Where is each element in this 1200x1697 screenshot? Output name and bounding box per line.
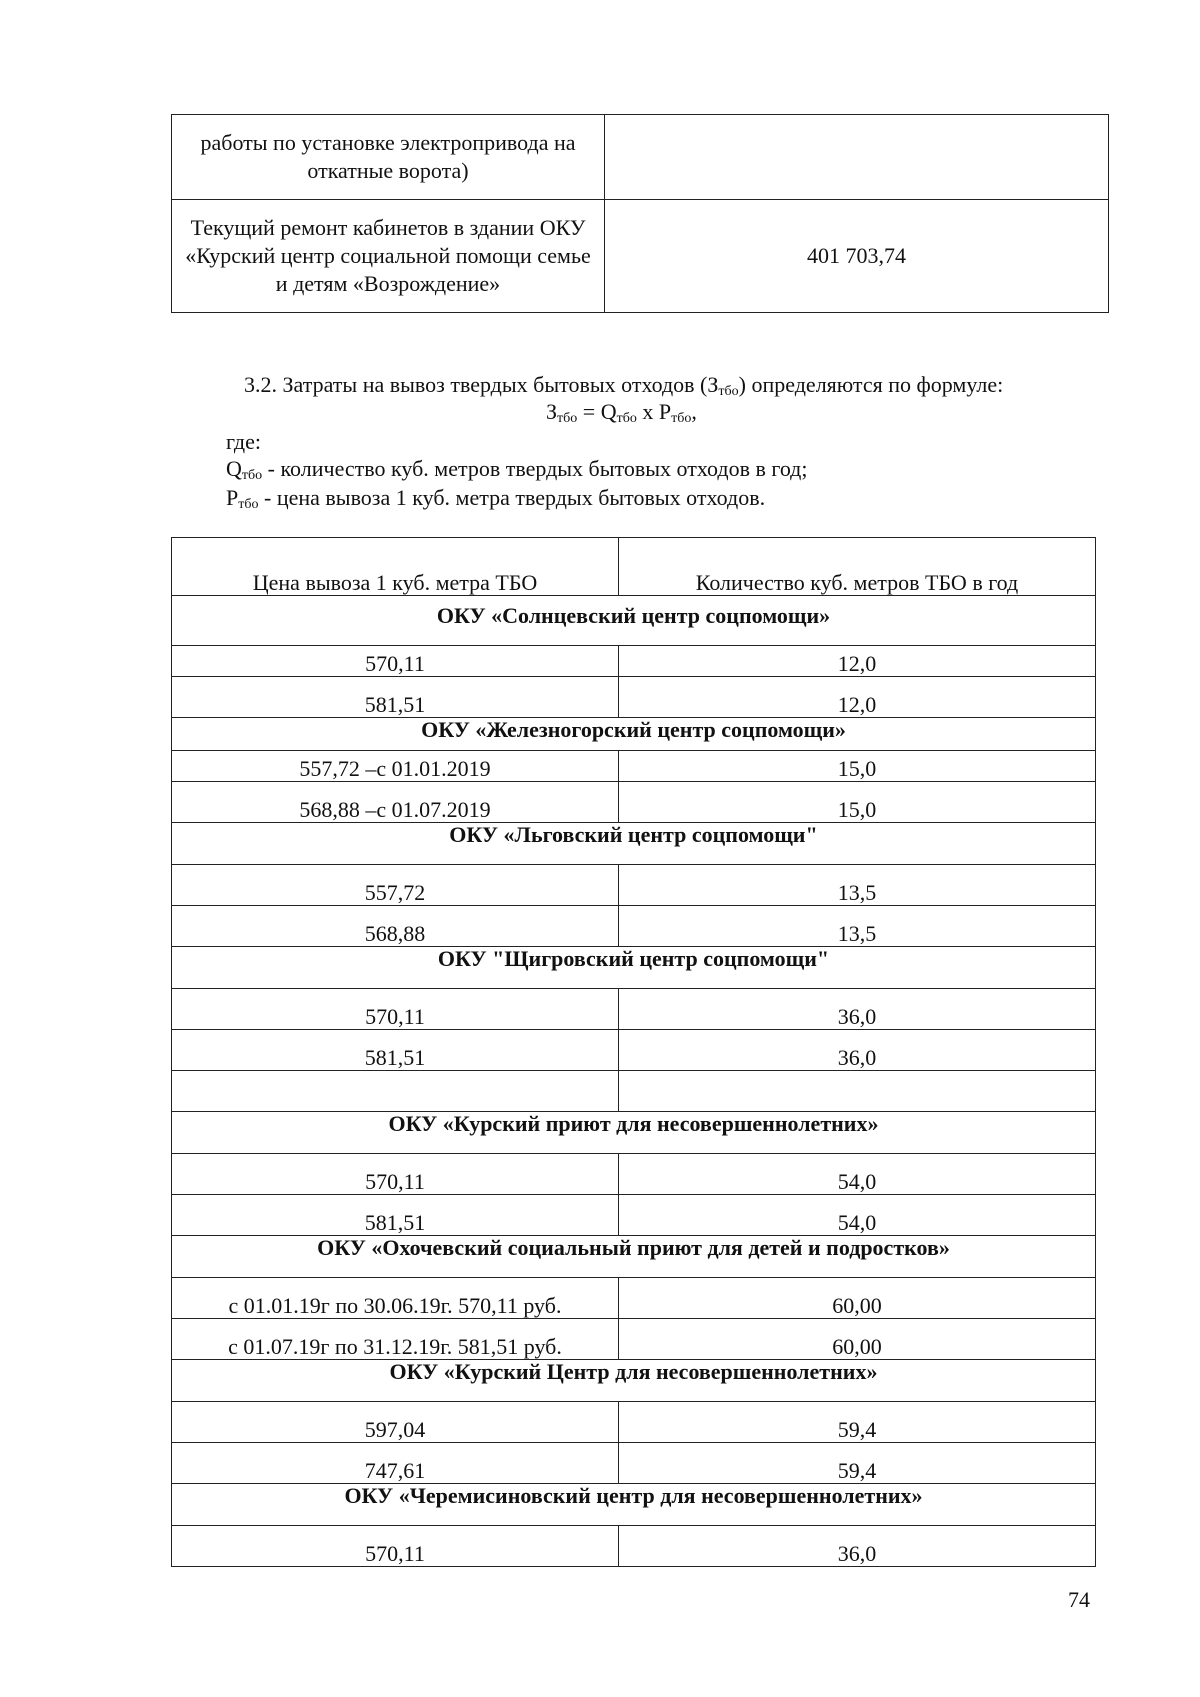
price-cell: с 01.07.19г по 31.12.19г. 581,51 руб. bbox=[172, 1319, 619, 1360]
group-heading: ОКУ «Курский приют для несовершеннолетних» bbox=[172, 1112, 1096, 1154]
quantity-cell: 13,5 bbox=[619, 906, 1096, 947]
price-cell: 557,72 bbox=[172, 865, 619, 906]
price-cell: с 01.01.19г по 30.06.19г. 570,11 руб. bbox=[172, 1278, 619, 1319]
page-number: 74 bbox=[1068, 1587, 1090, 1612]
group-heading: ОКУ «Льговский центр соцпомощи" bbox=[172, 823, 1096, 865]
price-cell: 747,61 bbox=[172, 1443, 619, 1484]
quantity-cell: 15,0 bbox=[619, 751, 1096, 782]
price-cell: 581,51 bbox=[172, 1195, 619, 1236]
header-price: Цена вывоза 1 куб. метра ТБО bbox=[172, 538, 619, 596]
header-quantity: Количество куб. метров ТБО в год bbox=[619, 538, 1096, 596]
price-cell: 568,88 –с 01.07.2019 bbox=[172, 782, 619, 823]
price-cell: 568,88 bbox=[172, 906, 619, 947]
price-cell: 597,04 bbox=[172, 1402, 619, 1443]
price-cell: 581,51 bbox=[172, 1030, 619, 1071]
quantity-cell: 36,0 bbox=[619, 1526, 1096, 1567]
quantity-cell: 13,5 bbox=[619, 865, 1096, 906]
table-header-row bbox=[172, 538, 1096, 596]
price-cell: 557,72 –с 01.01.2019 bbox=[172, 751, 619, 782]
formula: $З_{тбо} = Q_{тбо}$ x $P_{тбо}$, bbox=[546, 399, 697, 426]
top-table-cell: Текущий ремонт кабинетов в здании ОКУ «Курский центр социальной помощи семье и детям «Возрождение» bbox=[172, 200, 605, 313]
quantity-cell: 36,0 bbox=[619, 989, 1096, 1030]
group-heading: ОКУ "Щигровский центр соцпомощи" bbox=[172, 947, 1096, 989]
price-cell: 570,11 bbox=[172, 989, 619, 1030]
top-table bbox=[171, 114, 1109, 313]
price-cell: 570,11 bbox=[172, 1526, 619, 1567]
quantity-cell: 12,0 bbox=[619, 646, 1096, 677]
q-definition: $Q_{тбо}$ - количество куб. метров твердых бытовых отходов в год; bbox=[226, 456, 808, 483]
group-heading: ОКУ «Черемисиновский центр для несовершеннолетних» bbox=[172, 1484, 1096, 1526]
quantity-cell: 60,00 bbox=[619, 1278, 1096, 1319]
quantity-cell: 60,00 bbox=[619, 1319, 1096, 1360]
group-heading: ОКУ «Курский Центр для несовершеннолетних» bbox=[172, 1360, 1096, 1402]
quantity-cell bbox=[619, 1071, 1096, 1112]
group-heading: ОКУ «Солнцевский центр соцпомощи» bbox=[172, 596, 1096, 646]
quantity-cell: 12,0 bbox=[619, 677, 1096, 718]
where-label: где: bbox=[226, 429, 261, 454]
price-cell bbox=[172, 1071, 619, 1112]
group-heading: ОКУ «Охочевский социальный приют для детей и подростков» bbox=[172, 1236, 1096, 1278]
tbo-table bbox=[171, 537, 1096, 1567]
price-cell: 581,51 bbox=[172, 677, 619, 718]
formula-intro: 3.2. Затраты на вывоз твердых бытовых отходов $(З_{тбо})$ определяются по формуле: bbox=[244, 372, 1004, 399]
quantity-cell: 15,0 bbox=[619, 782, 1096, 823]
price-cell: 570,11 bbox=[172, 646, 619, 677]
top-table-cell: 401 703,74 bbox=[605, 200, 1109, 313]
quantity-cell: 59,4 bbox=[619, 1443, 1096, 1484]
quantity-cell: 54,0 bbox=[619, 1154, 1096, 1195]
quantity-cell: 36,0 bbox=[619, 1030, 1096, 1071]
quantity-cell: 59,4 bbox=[619, 1402, 1096, 1443]
price-cell: 570,11 bbox=[172, 1154, 619, 1195]
group-heading: ОКУ «Железногорский центр соцпомощи» bbox=[172, 718, 1096, 751]
top-table-cell bbox=[605, 115, 1109, 200]
top-table-cell: работы по установке электропривода на откатные ворота) bbox=[172, 115, 605, 200]
quantity-cell: 54,0 bbox=[619, 1195, 1096, 1236]
p-definition: $P_{тбо}$ - цена вывоза 1 куб. метра твердых бытовых отходов. bbox=[226, 485, 766, 512]
